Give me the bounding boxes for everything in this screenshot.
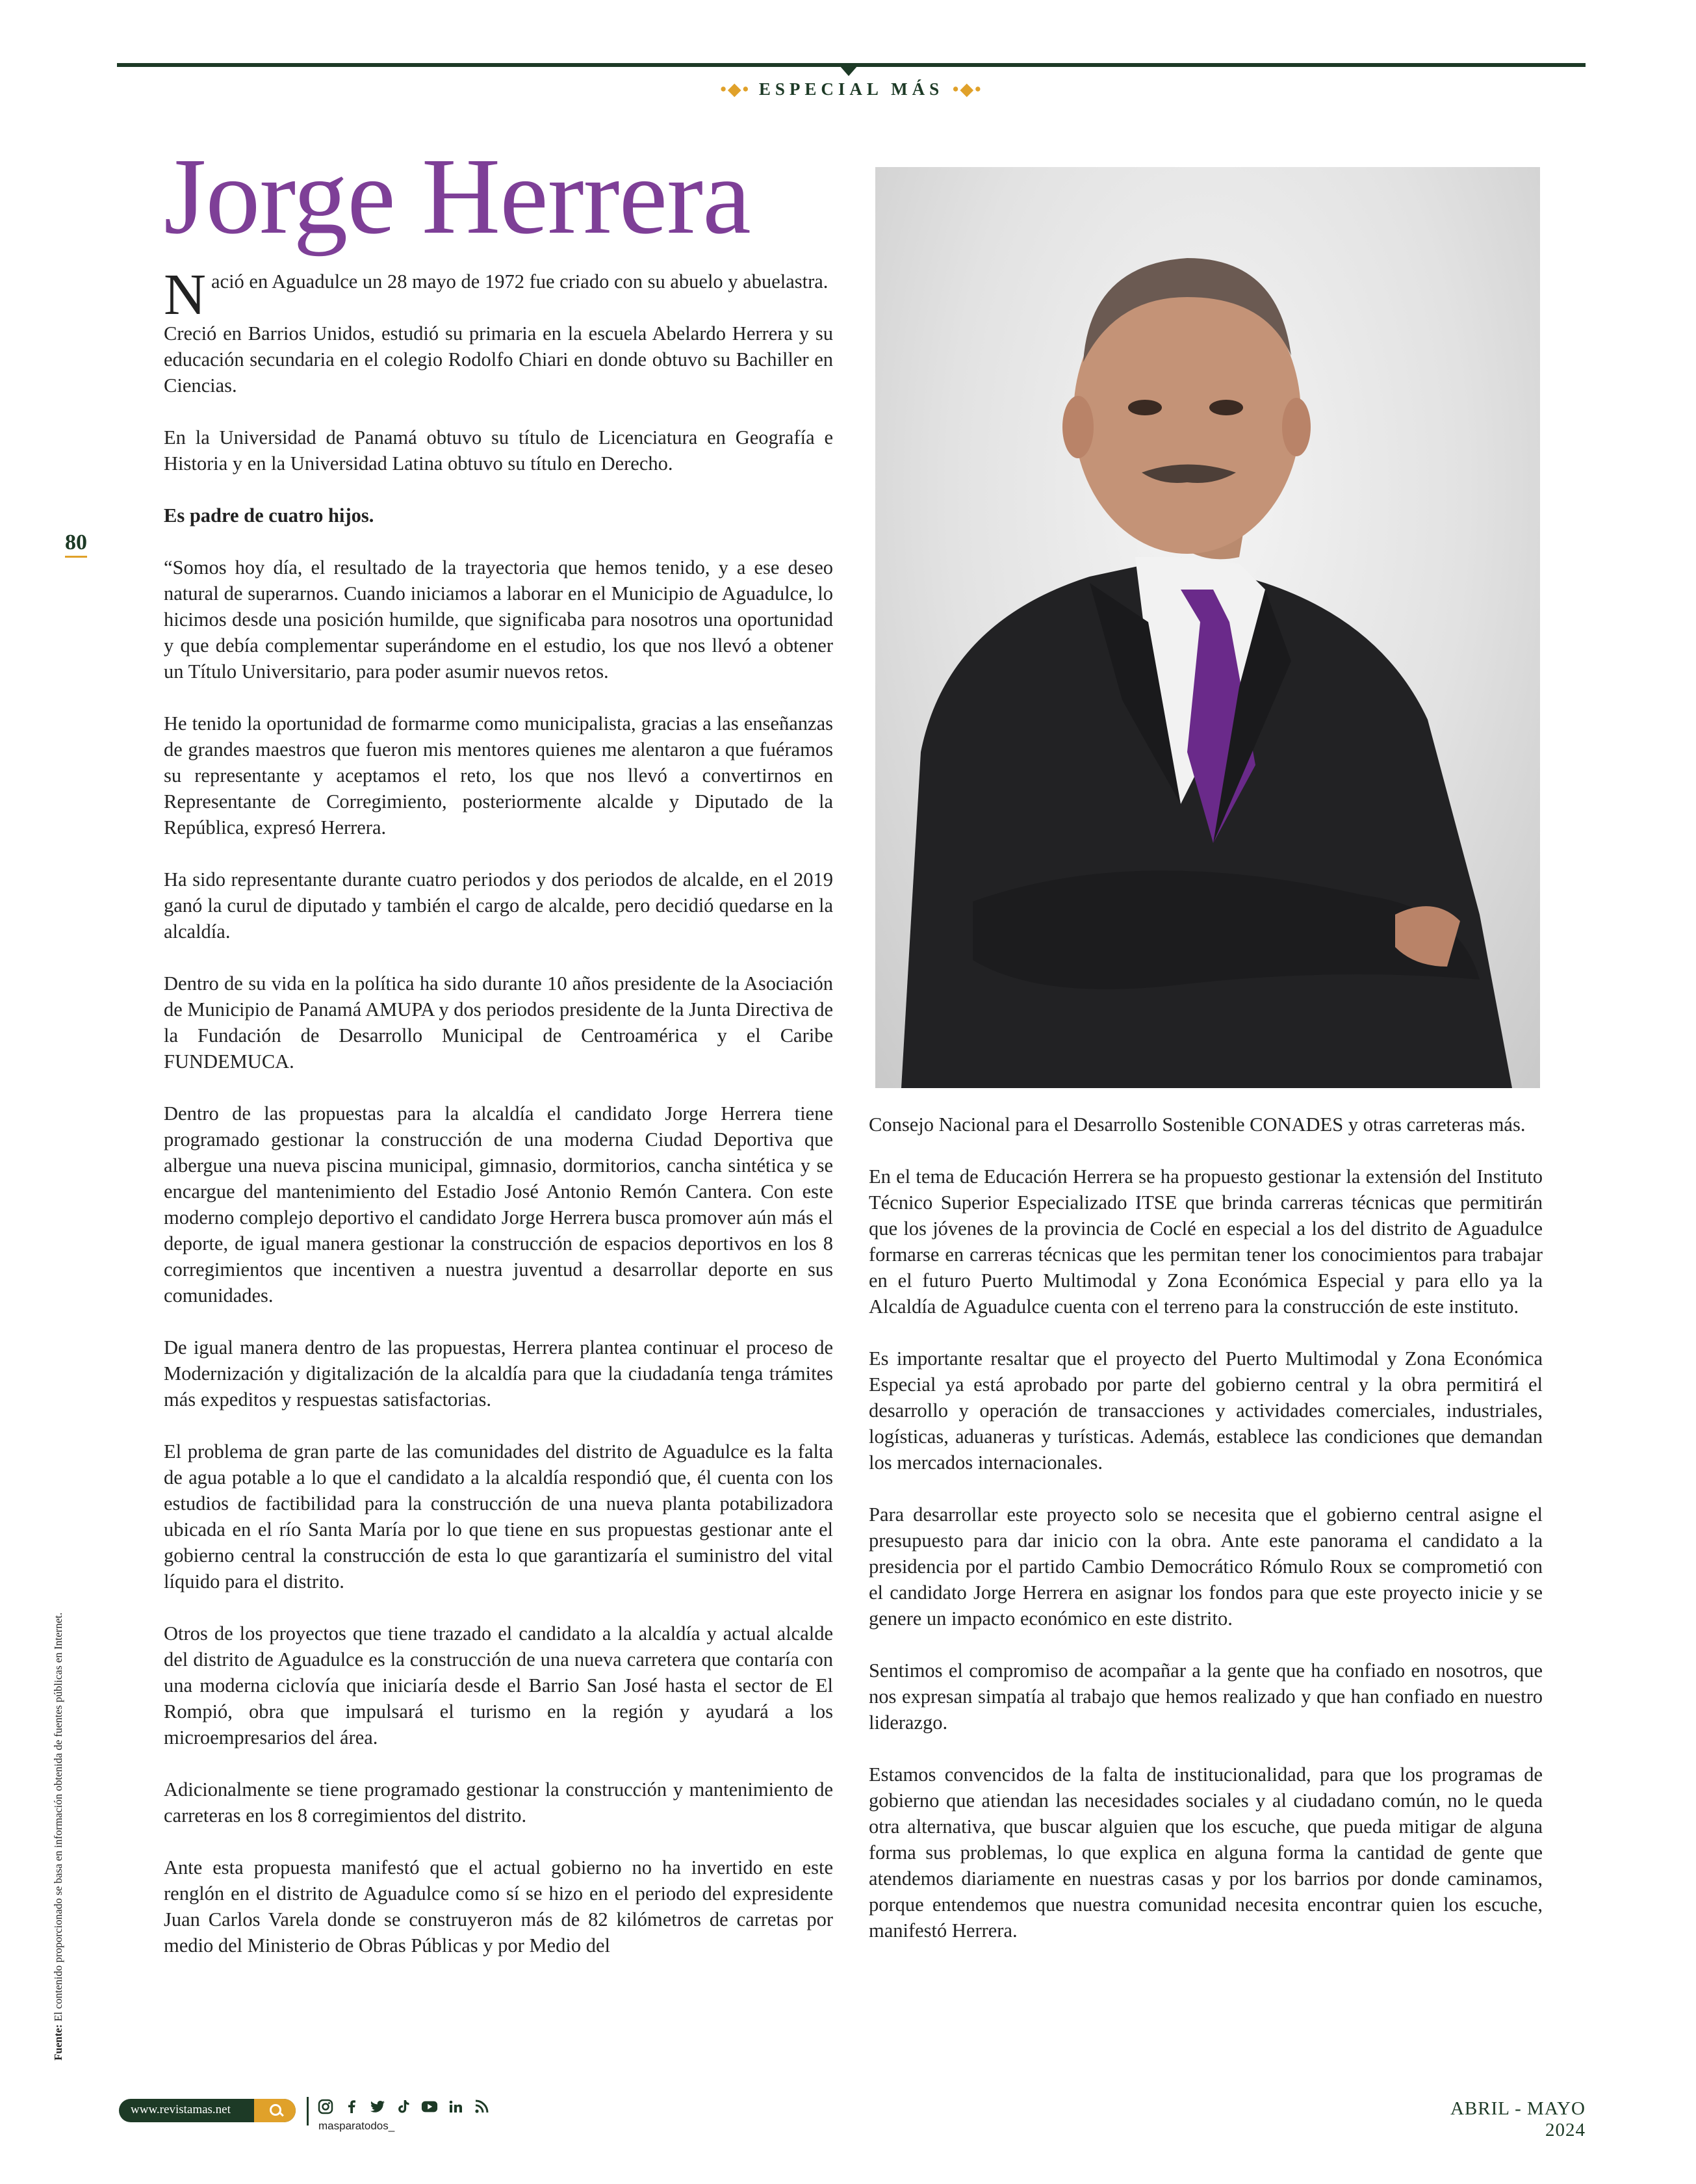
instagram-icon[interactable] [317,2098,334,2115]
social-icons [317,2097,490,2116]
right-column [869,1112,1543,1970]
tiktok-icon[interactable] [395,2098,412,2115]
paragraph: Para desarrollar este proyecto solo se necesita que el gobierno central asigne el presupuesto para dar inicio con la obra. Ante este panorama el candidato a la presidencia por el partido Cambio Democrático Rómulo Roux se comprometió con el candidato Jorge Herrera en asignar los fondos para que este proyecto inicie y se genere un impacto económico en este distrito. [869,1503,1543,1630]
paragraph: Estamos convencidos de la falta de institucionalidad, para que los programas de gobierno que atiendan las necesidades sociales y al ciudadano común, no le queda otra alternativa, que buscar alguien que los escuche, que pueda mitigar de alguna forma sus problemas, lo que explica en alguna forma la cantidad de gente que atendemos diariamente en nuestras casas y por los barrios por donde caminamos, porque entendemos que nuestra comunidad necesita encontrar quien los escuche, manifestó Herrera. [869,1763,1543,1942]
youtube-icon[interactable] [421,2098,438,2115]
ornament-left: •◆• [720,79,751,99]
section-tag [682,79,1020,99]
source-label: Fuente: [52,2024,64,2060]
rss-icon[interactable] [473,2098,490,2115]
portrait-photo [875,167,1540,1088]
paragraph: Ante esta propuesta manifestó que el actual gobierno no ha invertido en este renglón en el distrito de Aguadulce como sí se hizo en el periodo del expresidente Juan Carlos Varela donde se construyeron más de 82 kilómetros de carretas por medio del Ministerio de Obras Públicas y por Medio del [164,1856,833,1956]
paragraph: “Somos hoy día, el resultado de la trayectoria que hemos tenido, y a ese deseo natural de superarnos. Cuando iniciamos a laborar en el Municipio de Aguadulce, lo hicimos desde una posición humilde, que significaba para nosotros una oportunidad y que debía complementar superándome en el estudio, los que nos llevó a obtener un Título Universitario, para poder asumir nuevos retos. [164,556,833,682]
top-notch [840,66,858,76]
paragraph: En la Universidad de Panamá obtuvo su título de Licenciatura en Geografía e Historia y en la Universidad Latina obtuvo su título en Derecho. [164,426,833,474]
paragraph: Creció en Barrios Unidos, estudió su primaria en la escuela Abelardo Herrera y su educación secundaria en el colegio Rodolfo Chiari en donde obtuvo su Bachiller en Ciencias. [164,322,833,396]
paragraph: Es importante resaltar que el proyecto del Puerto Multimodal y Zona Económica Especial ya está aprobado por parte del gobierno central y la obra permitirá el desarrollo y operación de transacciones y actividades comerciales, industriales, logísticas, aduaneras y turísticas. Además, establece las condiciones que demandan los mercados internacionales. [869,1347,1543,1474]
intro-paragraph [164,263,833,327]
paragraph: El problema de gran parte de las comunidades del distrito de Aguadulce es la falta de agua potable a lo que el candidato a la alcaldía respondió que, él cuenta con los estudios de factibilidad para la construcción de una nueva planta potabilizadora ubicada en el río Santa María por lo que tiene en sus propuestas gestionar ante el gobierno central la construcción de esta lo que garantizaría el suministro del vital líquido para el distrito. [164,1440,833,1592]
paragraph: Dentro de su vida en la política ha sido durante 10 años presidente de la Asociación de Municipio de Panamá AMUPA y dos periodos presidente de la Junta Directiva de la Fundación de Desarrollo Municipal de Centroamérica y el Caribe FUNDEMUCA. [164,972,833,1072]
source-text: El contenido proporcionado se basa en información obtenida de fuentes públicas en Internet. [52,1612,64,2025]
intro-text: ació en Aguadulce un 28 mayo de 1972 fue criado con su abuelo y abuelastra. [211,270,829,292]
page-number: 80 [65,530,87,558]
paragraph: Dentro de las propuestas para la alcaldía el candidato Jorge Herrera tiene programado gestionar la construcción de una moderna Ciudad Deportiva que albergue una nueva piscina municipal, gimnasio, dormitorios, cancha sintética y se encargue del mantenimiento del Estadio José Antonio Remón Cantera. Con este moderno complejo deportivo el candidato Jorge Herrera busca promover aún más el deporte, de igual manera gestionar la construcción de espacios deportivos en los 8 corregimientos que incentiven a nuestra juventud a desarrollar deporte en sus comunidades. [164,1102,833,1306]
paragraph: Otros de los proyectos que tiene trazado el candidato a la alcaldía y actual alcalde del distrito de Aguadulce es la construcción de una nueva carretera que contaría con una moderna ciclovía que iniciaría desde el Barrio San José hasta el sector de El Rompió, obra que impulsará el turismo en la región y ayudará a los microempresarios del área. [164,1622,833,1748]
paragraph: Consejo Nacional para el Desarrollo Sostenible CONADES y otras carreteras más. [869,1113,1526,1136]
paragraph: Ha sido representante durante cuatro periodos y dos periodos de alcalde, en el 2019 ganó la curul de diputado y también el cargo de alcalde, pero decidió quedarse en la alcaldía. [164,868,833,942]
social-handle[interactable]: masparatodos_ [318,2120,395,2132]
website-link[interactable]: www.revistamas.net [131,2103,231,2116]
facebook-icon[interactable] [343,2098,360,2115]
bold-paragraph: Es padre de cuatro hijos. [164,504,374,526]
paragraph: Adicionalmente se tiene programado gestionar la construcción y mantenimiento de carreteras en los 8 corregimientos del distrito. [164,1778,833,1826]
source-note [52,1398,65,2060]
article-title: Jorge Herrera [164,136,751,257]
drop-cap: N [164,263,206,327]
paragraph: He tenido la oportunidad de formarme como municipalista, gracias a las enseñanzas de grandes maestros que fueron mis mentores quienes me alentaron a que fuéramos su representante y aceptamos el reto, los que nos llevó a convertirnos en Representante de Corregimiento, posteriormente alcalde y Diputado de la República, expresó Herrera. [164,712,833,838]
twitter-icon[interactable] [369,2098,386,2115]
issue-date: ABRIL - MAYO 2024 [1450,2098,1586,2140]
portrait-illustration [875,167,1540,1088]
paragraph: Sentimos el compromiso de acompañar a la gente que ha confiado en nosotros, que nos expresan simpatía al trabajo que hemos realizado y que han confiado en nuestro liderazgo. [869,1659,1543,1734]
linkedin-icon[interactable] [447,2098,464,2115]
social-divider [307,2097,309,2126]
section-label: ESPECIAL MÁS [758,79,944,99]
search-icon[interactable] [254,2099,296,2122]
website-pill[interactable] [119,2099,296,2122]
paragraph: En el tema de Educación Herrera se ha propuesto gestionar la extensión del Instituto Técnico Superior Especializado ITSE que brinda carreras técnicas que permitirán que los jóvenes de la provincia de Coclé en especial a los del distrito de Aguadulce formarse en carreras técnicas que les permitan tener los conocimientos para trabajar en el futuro Puerto Multimodal y Zona Económica Especial y para ello ya la Alcaldía de Aguadulce cuenta con el terreno para la construcción de este instituto. [869,1165,1543,1318]
left-column [164,263,833,1984]
paragraph: De igual manera dentro de las propuestas, Herrera plantea continuar el proceso de Modernización y digitalización de la alcaldía para que la ciudadanía tenga trámites más expeditos y respuestas satisfactorias. [164,1336,833,1410]
ornament-right: •◆• [952,79,983,99]
